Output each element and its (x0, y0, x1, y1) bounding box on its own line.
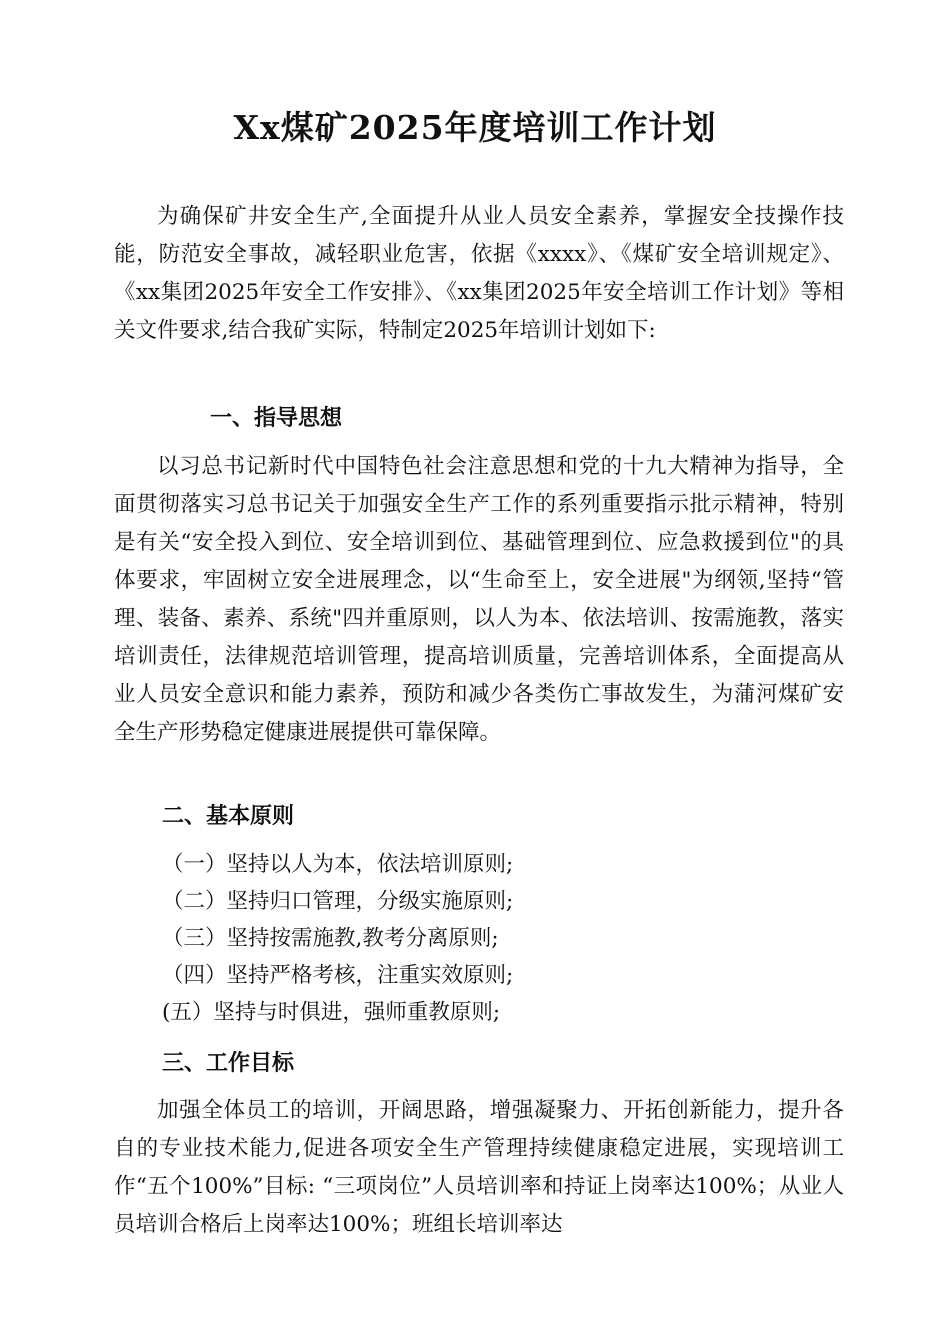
intro-paragraph: 为确保矿井安全生产,全面提升从业人员安全素养，掌握安全技操作技能，防范安全事故，减轻职业危害，依据《xxxx》、《煤矿安全培训规定》、《xx集团2025年安全工作安排》、《xx集团2025年安全培训工作计划》等相关文件要求,结合我矿实际，特制定2025年培训计划如下: (114, 204, 844, 343)
section-heading-guiding-ideology: 一、指导思想 (210, 406, 343, 431)
section-heading-work-goals: 三、工作目标 (162, 1051, 295, 1076)
principle-item: （三）坚持按需施教,教考分离原则; (162, 926, 499, 951)
document-title: Xx煤矿2025年度培训工作计划 (233, 108, 717, 147)
principle-item: (五）坚持与时俱进，强师重教原则; (162, 1000, 501, 1025)
work-goals-paragraph: 加强全体员工的培训，开阔思路，增强凝聚力、开拓创新能力，提升各自的专业技术能力,促进各项安全生产管理持续健康稳定进展，实现培训工作“五个100%”目标: “三项岗位”人员培训率和持证上岗率达100%；从业人员培训合格后上岗率达100%；班组长培训率达 (114, 1098, 844, 1237)
principle-item: （二）坚持归口管理，分级实施原则; (162, 889, 514, 914)
intro-paragraph-block (114, 198, 844, 350)
principle-item: （一）坚持以人为本，依法培训原则; (162, 852, 514, 877)
principle-item: （四）坚持严格考核，注重实效原则; (162, 963, 514, 988)
work-goals-block (114, 1092, 844, 1244)
guiding-ideology-paragraph: 以习总书记新时代中国特色社会注意思想和党的十九大精神为指导，全面贯彻落实习总书记关于加强安全生产工作的系列重要指示批示精神，特别是有关“安全投入到位、安全培训到位、基础管理到位、应急救援到位"的具体要求，牢固树立安全进展理念，以“生命至上，安全进展"为纲领,坚持“管理、装备、素养、系统"四并重原则，以人为本、依法培训、按需施教，落实培训责任，法律规范培训管理，提高培训质量，完善培训体系，全面提高从业人员安全意识和能力素养，预防和减少各类伤亡事故发生，为蒲河煤矿安全生产形势稳定健康进展提供可靠保障。 (114, 454, 844, 745)
section-heading-basic-principles: 二、基本原则 (162, 804, 295, 829)
guiding-ideology-block (114, 448, 844, 752)
